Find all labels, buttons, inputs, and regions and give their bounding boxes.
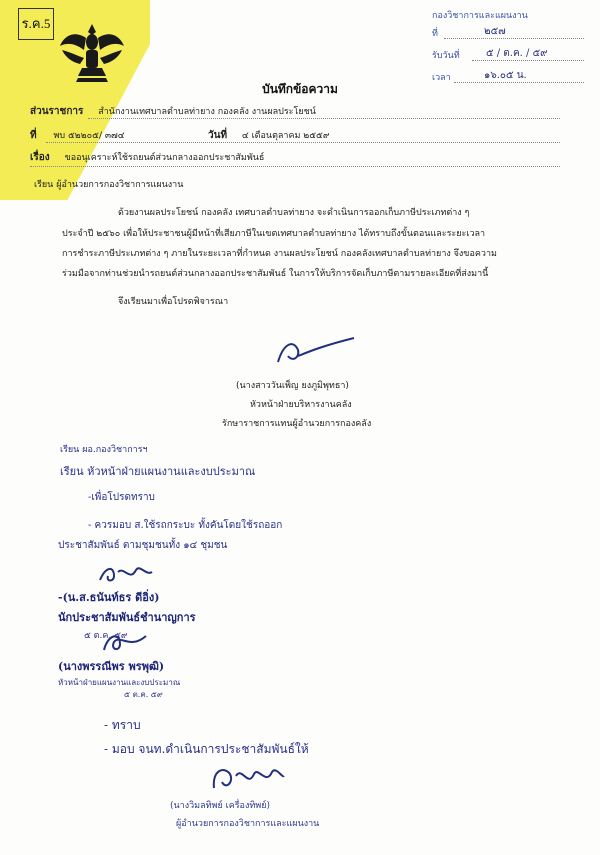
signer-name: (นางสาววันเพ็ญ ยงภูมิพุทธา) [236,381,349,391]
note-communities: ประชาสัมพันธ์ ตามชุมชนทั้ง ๑๔ ชุมชน [58,540,228,551]
signature-mark [272,332,362,372]
subject-label: เรื่อง [30,152,50,163]
plan-head-title: หัวหน้าฝ่ายแผนงานและงบประมาณ [58,678,181,687]
note-to-plan-head: เรียน หัวหน้าฝ่ายแผนงานและงบประมาณ [60,465,256,478]
pr-officer-date: ๕ ต.ค. ๕๙ [84,631,128,641]
body-line: ร่วมมือจากท่านช่วยนำรถยนต์ส่วนกลางออกประชาสัมพันธ์ ในการให้บริการจัดเก็บภาษีตามรายละเอียดที่ส่งมานี้ [62,269,489,279]
signature-mark [96,562,156,588]
stamp-dept: กองวิชาการและแผนงาน [432,10,528,20]
agency-value: สำนักงานเทศบาลตำบลท่ายาง กองคลัง งานผลประโยชน์ [98,107,316,117]
date-row [208,128,329,143]
number-value: พบ ๕๒๒๐๕/ ๓๗๔ [53,131,125,141]
note-for-info: -เพื่อโปรดทราบ [88,492,155,503]
stamp-time-label: เวลา [432,72,451,82]
plan-head-date: ๕ ต.ค. ๕๙ [124,690,163,699]
note-acknowledged: - ทราบ [104,718,141,732]
signer-title-acting: รักษาราชการแทนผู้อำนวยการกองคลัง [222,419,372,429]
date-label: วันที่ [208,130,228,141]
signature-mark [100,630,150,656]
subject-row [30,150,264,165]
final-signer-name: (นางวิมลทิพย์ เครื่องทิพย์) [170,801,270,811]
note-assign-staff: - มอบ จนท.ดำเนินการประชาสัมพันธ์ให้ [104,742,309,756]
pr-officer-title: นักประชาสัมพันธ์ชำนาญการ [58,611,196,624]
body-line: ประจำปี ๒๕๖๐ เพื่อให้ประชาชนผู้มีหน้าที่เสียภาษีในเขตเทศบาลตำบลท่ายาง ได้ทราบถึงขั้นตอนและระยะเวลา [62,229,486,239]
pr-officer-name: -(น.ส.ธนันท์ธร ดีอิ่ง) [58,591,160,604]
salutation: เรียน ผู้อำนวยการกองวิชาการแผนงาน [34,180,184,190]
corner-note: ร.ค.5 [18,8,54,40]
closing-line: จึงเรียนมาเพื่อโปรดพิจารณา [118,297,229,307]
stamp-time-value: ๑๖.๐๕ น. [484,70,527,81]
number-row [30,128,125,143]
garuda-emblem-icon [58,22,126,84]
body-line: ด้วยงานผลประโยชน์ กองคลัง เทศบาลตำบลท่ายาง จะดำเนินการออกเก็บภาษีประเภทต่าง ๆ [118,208,470,218]
signer-title: หัวหน้าฝ่ายบริหารงานคลัง [250,400,352,410]
agency-row [30,104,316,119]
note-to-director: เรียน ผอ.กองวิชาการฯ [60,445,148,455]
subject-value: ขออนุเคราะห์ใช้รถยนต์ส่วนกลางออกประชาสัมพันธ์ [64,153,265,163]
agency-label: ส่วนราชการ [30,106,84,117]
stamp-no-label: ที่ [432,28,438,38]
signature-mark [208,762,288,796]
plan-head-name: (นางพรรณีพร พรพุฒิ) [58,660,165,673]
note-assign-car: - ควรมอบ ส.ใช้รถกระบะ ทั้งคันโดยใช้รถออก [88,520,283,531]
memo-title: บันทึกข้อความ [262,82,338,96]
date-value: ๔ เดือนตุลาคม ๒๕๕๙ [241,131,330,141]
final-signer-title: ผู้อำนวยการกองวิชาการและแผนงาน [176,819,320,829]
stamp-no-value: ๒๕๗ [484,26,506,37]
stamp-date-label: รับวันที่ [432,50,460,60]
number-label: ที่ [30,130,37,141]
stamp-date-value: ๕ / ต.ค. / ๕๙ [486,48,548,59]
body-line: การชำระภาษีประเภทต่าง ๆ ภายในระยะเวลาที่กำหนด งานผลประโยชน์ กองคลังเทศบาลตำบลท่ายาง จึงขอความ [62,249,497,259]
